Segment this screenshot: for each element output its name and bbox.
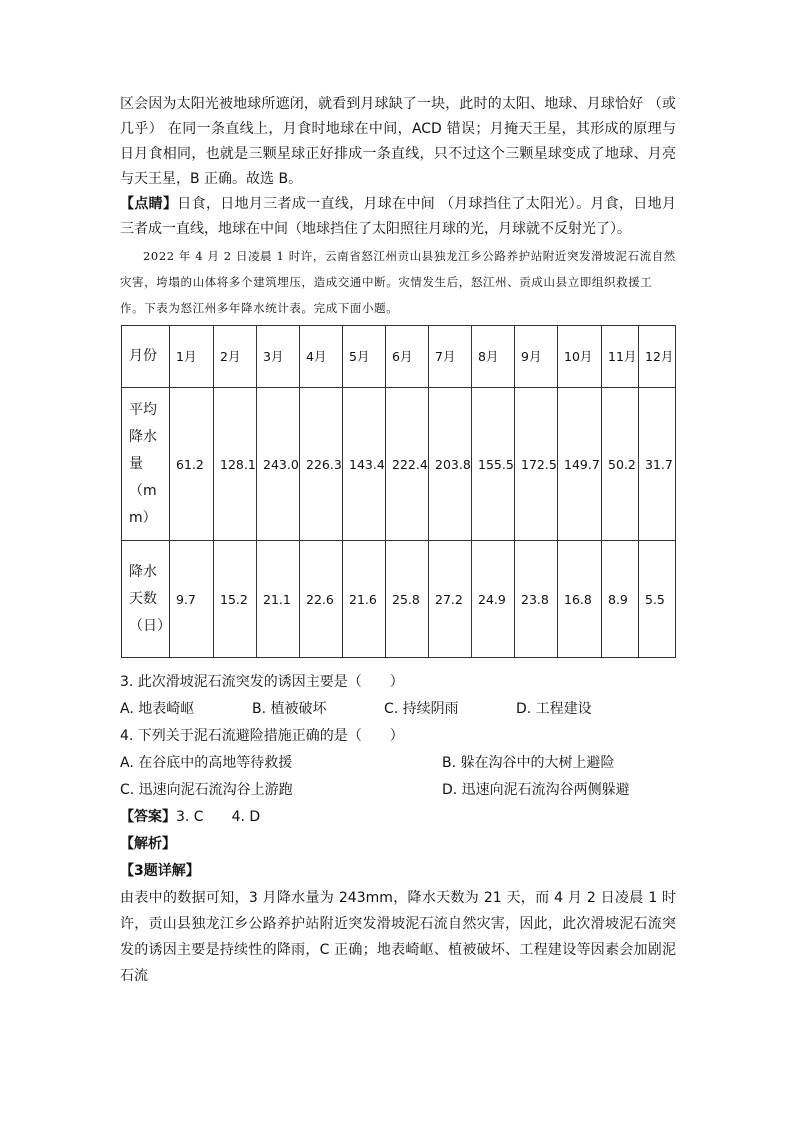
precipitation-cell: 243.0 <box>257 388 300 541</box>
answer-label: 【答案】 <box>120 809 176 825</box>
precipitation-table <box>121 325 676 658</box>
document-page <box>120 92 676 989</box>
rain-days-cell: 23.8 <box>515 541 558 658</box>
rain-days-cell: 15.2 <box>214 541 257 658</box>
question-3-options <box>120 696 676 723</box>
precipitation-cell: 203.8 <box>429 388 472 541</box>
month-cell: 2月 <box>214 326 257 388</box>
rain-days-cell: 27.2 <box>429 541 472 658</box>
precipitation-row <box>122 388 676 541</box>
option-c: C. 迅速向泥石流沟谷上游跑 <box>120 782 293 798</box>
material-intro: 2022 年 4 月 2 日凌晨 1 时许，云南省怒江州贡山县独龙江乡公路养护站附近突发滑坡泥石流自然灾害，垮塌的山体将多个建筑埋压，造成交通中断。灾情发生后，怒江州、贡成山县立即组织救援工作。下表为怒江州多年降水统计表。完成下面小题。 <box>120 249 676 315</box>
question-3-stem: 3. 此次滑坡泥石流突发的诱因主要是（ ） <box>120 674 404 690</box>
question-4-stem: 4. 下列关于泥石流避险措施正确的是（ ） <box>120 728 404 744</box>
month-cell: 10月 <box>558 326 602 388</box>
precipitation-cell: 226.3 <box>300 388 343 541</box>
detail-label: 【3题详解】 <box>120 863 200 879</box>
precipitation-cell: 61.2 <box>170 388 214 541</box>
precipitation-cell: 222.4 <box>386 388 429 541</box>
question-4-options-row2 <box>120 777 676 804</box>
answer-text: 3. C 4. D <box>176 809 261 825</box>
month-cell: 1月 <box>170 326 214 388</box>
answer-line <box>120 804 676 831</box>
option-c: C. 持续阴雨 <box>384 701 459 717</box>
precipitation-cell: 31.7 <box>639 388 676 541</box>
dianjing-label: 【点睛】 <box>120 196 178 212</box>
month-cell: 7月 <box>429 326 472 388</box>
month-row <box>122 326 676 388</box>
month-cell: 8月 <box>472 326 515 388</box>
rain-days-cell: 22.6 <box>300 541 343 658</box>
option-a: A. 在谷底中的高地等待救援 <box>120 755 293 771</box>
detail-paragraph: 由表中的数据可知，3 月降水量为 243mm，降水天数为 21 天，而 4 月 2 日凌晨 1 时许，贡山县独龙江乡公路养护站附近突发滑坡泥石流自然灾害，因此，此次滑坡泥石流突发的诱因主要是持续性的降雨，C 正确；地表崎岖、植被破坏、工程建设等因素会加剧泥石流 <box>120 890 676 984</box>
rain-days-cell: 9.7 <box>170 541 214 658</box>
month-cell: 4月 <box>300 326 343 388</box>
rain-days-cell: 8.9 <box>602 541 639 658</box>
month-header: 月份 <box>122 326 170 388</box>
explanation-paragraph: 区会因为太阳光被地球所遮闭，就看到月球缺了一块，此时的太阳、地球、月球恰好 （或几乎） 在同一条直线上，月食时地球在中间，ACD 错误；月掩天王星，其形成的原理与日月食相同，也就是三颗星球正好排成一条直线，只不过这个三颗星球变成了地球、月亮与天王星，B 正确。故选 B。 <box>120 96 676 187</box>
precipitation-cell: 143.4 <box>343 388 386 541</box>
option-a: A. 地表崎岖 <box>120 701 195 717</box>
rain-days-cell: 21.6 <box>343 541 386 658</box>
month-cell: 6月 <box>386 326 429 388</box>
precipitation-cell: 149.7 <box>558 388 602 541</box>
rain-days-cell: 25.8 <box>386 541 429 658</box>
rain-days-cell: 5.5 <box>639 541 676 658</box>
month-cell: 12月 <box>639 326 676 388</box>
dianjing-text: 日食，日地月三者成一直线，月球在中间 （月球挡住了太阳光）。月食，日地月三者成一直线，地球在中间（地球挡住了太阳照往月球的光，月球就不反射光了）。 <box>120 196 677 237</box>
precipitation-cell: 128.1 <box>214 388 257 541</box>
precipitation-cell: 50.2 <box>602 388 639 541</box>
month-cell: 9月 <box>515 326 558 388</box>
rain-days-row <box>122 541 676 658</box>
precipitation-cell: 172.5 <box>515 388 558 541</box>
rain-days-cell: 21.1 <box>257 541 300 658</box>
dianjing-paragraph <box>120 192 676 242</box>
jiexi-label: 【解析】 <box>120 836 176 852</box>
month-cell: 5月 <box>343 326 386 388</box>
month-cell: 11月 <box>602 326 639 388</box>
rain-days-cell: 16.8 <box>558 541 602 658</box>
option-d: D. 工程建设 <box>516 701 592 717</box>
option-b: B. 躲在沟谷中的大树上避险 <box>442 755 615 771</box>
option-d: D. 迅速向泥石流沟谷两侧躲避 <box>442 782 630 798</box>
question-4-options-row1 <box>120 750 676 777</box>
rain-days-cell: 24.9 <box>472 541 515 658</box>
option-b: B. 植被破坏 <box>252 701 327 717</box>
month-cell: 3月 <box>257 326 300 388</box>
precipitation-cell: 155.5 <box>472 388 515 541</box>
precipitation-header: 平均降水量（mm） <box>122 388 170 541</box>
rain-days-header: 降水天数（日） <box>122 541 170 658</box>
